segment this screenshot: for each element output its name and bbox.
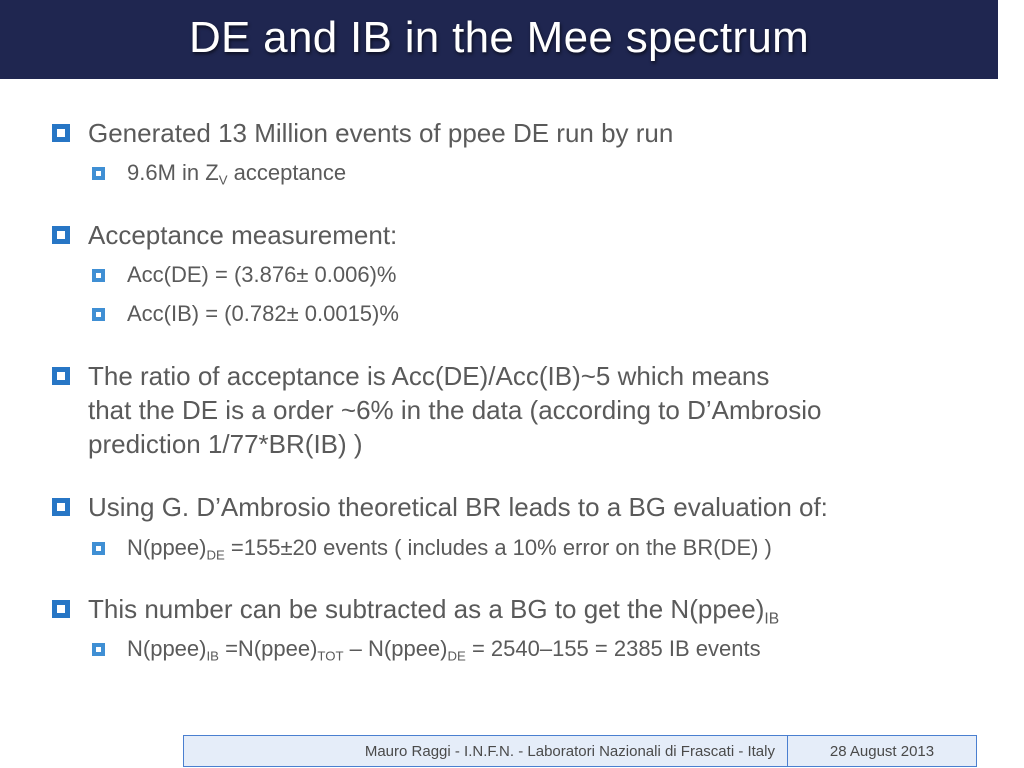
- bullet-ratio-line3: prediction 1/77*BR(IB) ): [88, 429, 363, 459]
- bullet-square-icon: [52, 498, 70, 516]
- sub-bullet-n-ppee-de: $N(ppee)_{DE} =155\pm 20$ events ( includes a 10% error on the BR(DE) ): [127, 535, 772, 563]
- bullet-ratio-line2: that the DE is a order ~6% in the data (according to D’Ambrosio: [88, 395, 822, 425]
- sub-bullet-square-icon: [92, 167, 105, 180]
- sub-bullet-acceptance-zv: 9.6M in $Z_V$ acceptance: [127, 160, 347, 188]
- sub-bullet-acc-de: Acc(DE) = (3.876± 0.006)%: [127, 262, 397, 287]
- bullet-square-icon: [52, 600, 70, 618]
- bullet-generated-events: Generated 13 Million events of ppee DE run by run: [88, 118, 674, 148]
- sub-bullet-acc-ib: Acc(IB) = (0.782± 0.0015)%: [127, 301, 399, 326]
- bullet-acceptance-measurement: Acceptance measurement:: [88, 220, 398, 250]
- bullet-square-icon: [52, 124, 70, 142]
- slide-title: DE and IB in the Mee spectrum: [188, 12, 810, 62]
- sub-bullet-square-icon: [92, 542, 105, 555]
- bullet-subtract-bg: This number can be subtracted as a BG to get the $N(ppee)_{IB}$: [88, 594, 780, 628]
- footer-author: Mauro Raggi - I.N.F.N. - Laboratori Nazionali di Frascati - Italy: [184, 736, 788, 766]
- footer: [183, 735, 977, 767]
- bullet-ratio-line1: The ratio of acceptance is Acc(DE)/Acc(IB)~5 which means: [88, 361, 770, 391]
- bullet-square-icon: [52, 226, 70, 244]
- sub-bullet-square-icon: [92, 269, 105, 282]
- bullet-square-icon: [52, 367, 70, 385]
- footer-date: 28 August 2013: [829, 742, 935, 760]
- sub-bullet-square-icon: [92, 643, 105, 656]
- sub-bullet-n-ppee-ib: $N(ppee)_{IB}$ $=N(ppee)_{TOT}$ – $N(ppee)_{DE} = 2540-155 = 2385$ IB events: [127, 636, 761, 664]
- sub-bullet-square-icon: [92, 308, 105, 321]
- bullet-bg-evaluation: Using G. D’Ambrosio theoretical BR leads to a BG evaluation of:: [88, 492, 828, 522]
